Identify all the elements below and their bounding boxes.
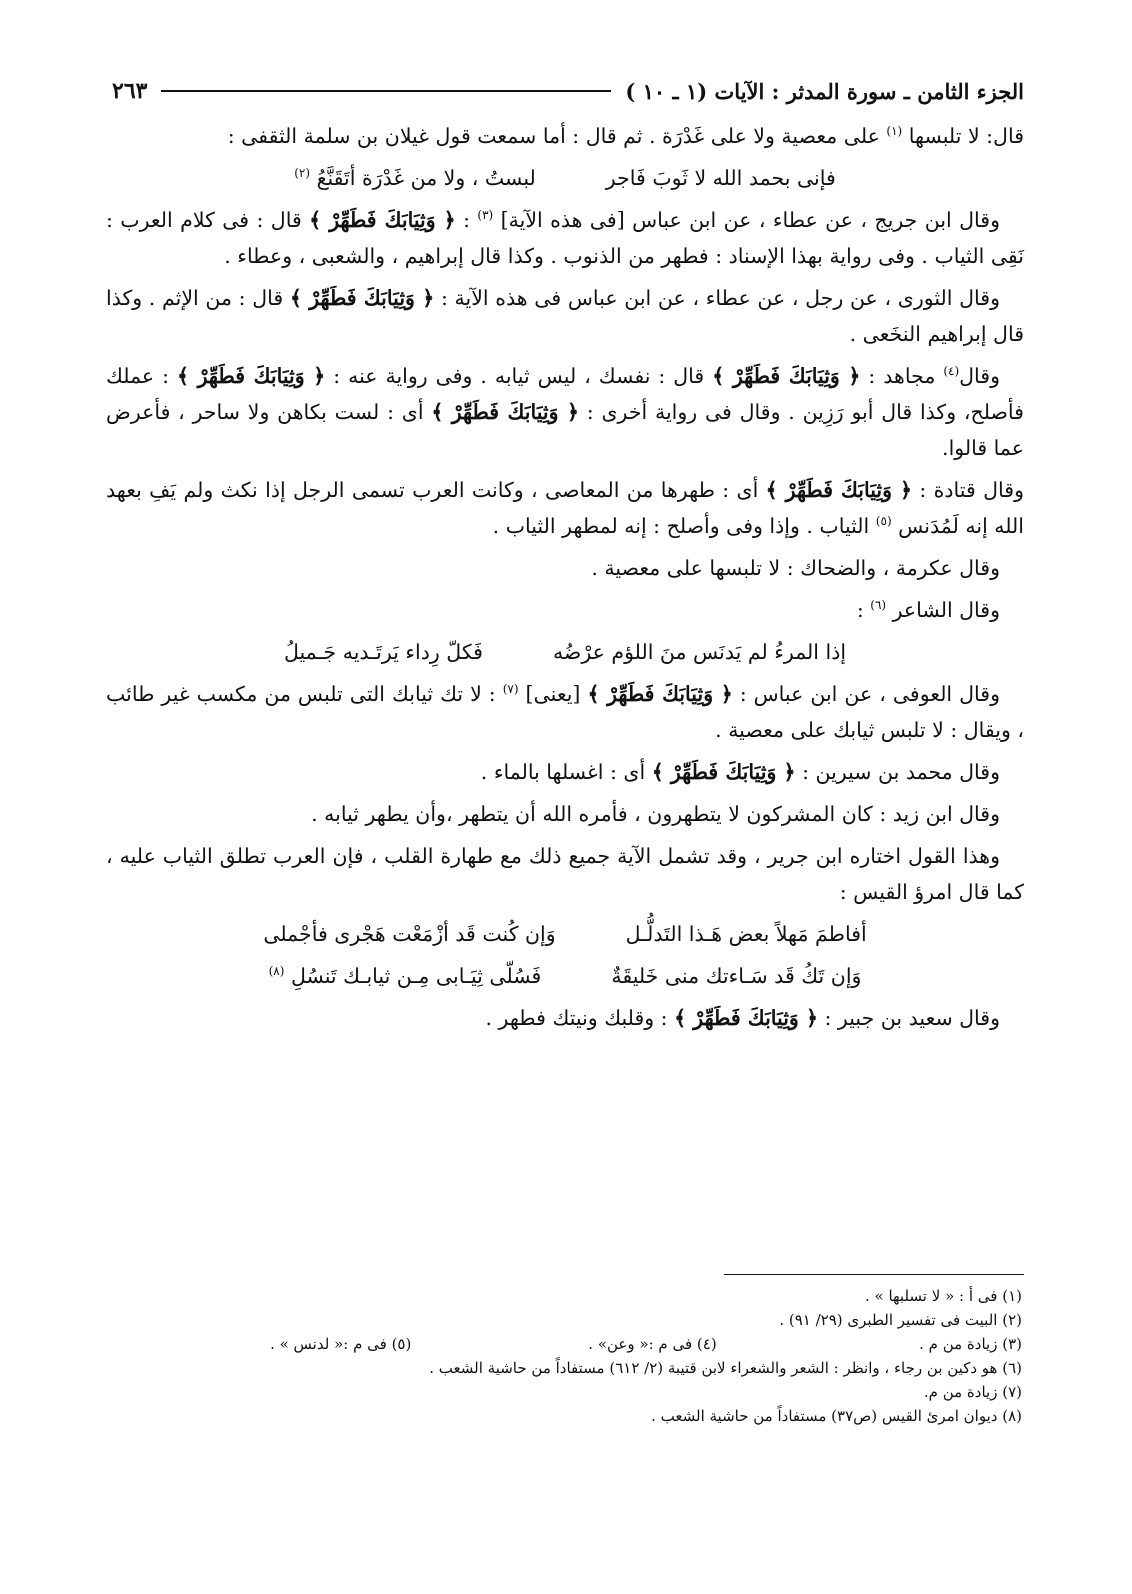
- verse-hemistich: فَكلّ رِداء يَرتَـديه جَـميلُ: [283, 640, 483, 664]
- paragraph-3: [106, 280, 1024, 352]
- text: وقال العوفى ، عن ابن عباس :: [739, 682, 1000, 706]
- text: وهذا القول اختاره ابن جرير ، وقد تشمل الآية جميع ذلك مع طهارة القلب ، فإن العرب تطلق الثياب عليه ، كما قال امرؤ القيس :: [106, 844, 1024, 904]
- footnote-4: (٤) فى م :« وعن» .: [588, 1335, 717, 1353]
- text: وقال ابن زيد : كان المشركون لا يتطهرون ، فأمره الله أن يتطهر ،وأن يطهر ثيابه .: [311, 802, 1000, 826]
- quran-quote: ﴿ وَثِيَابَكَ فَطَهِّرْ ﴾: [765, 478, 913, 502]
- text: وقال ابن جريج ، عن عطاء ، عن ابن عباس [فى هذه الآية]: [500, 208, 1000, 232]
- verse-hemistich: إذا المرءُ لم يَدنَس منَ اللؤم عرْضُه: [552, 640, 847, 664]
- quran-quote: ﴿ وَثِيَابَكَ فَطَهِّرْ ﴾: [431, 400, 579, 424]
- footnote-2: (٢) البيت فى تفسير الطبرى (٢٩/ ٩١) .: [779, 1311, 1022, 1329]
- footnote-ref: (٢): [294, 166, 311, 181]
- quran-quote: ﴿ وَثِيَابَكَ فَطَهِّرْ ﴾: [651, 760, 796, 784]
- footnote-ref: (٤): [943, 364, 960, 379]
- text: وقال: [959, 364, 1000, 388]
- paragraph-7: [106, 592, 1024, 628]
- verse-1: [106, 160, 1024, 196]
- header-title: الجزء الثامن ـ سورة المدثر : الآيات (١ ـ ١٠ ): [625, 78, 1024, 104]
- footnote-ref: (١): [886, 124, 903, 139]
- footnote-separator: [724, 1274, 1024, 1275]
- text: مجاهد :: [868, 364, 936, 388]
- text: : وقلبك ونيتك فطهر .: [485, 1006, 668, 1030]
- verse-hemistich: [606, 160, 836, 196]
- quran-quote: ﴿ وَثِيَابَكَ فَطَهِّرْ ﴾: [177, 364, 326, 388]
- verse-hemistich: وَإن تَكُ قَد سَـاءتك منى خَليقَةٌ: [611, 964, 862, 988]
- paragraph-12: [106, 1000, 1024, 1036]
- text: لبستُ ، ولا من غَدْرَة أتَقَنَّعُ: [316, 166, 536, 190]
- text: أى : اغسلها بالماء .: [480, 760, 646, 784]
- text: الثياب . وإذا وفى وأصلح : إنه لمطهر الثياب .: [492, 514, 870, 538]
- verse-hemistich: [269, 958, 542, 994]
- footnote-3: (٣) زيادة من م .: [919, 1335, 1022, 1353]
- quran-quote: ﴿ وَثِيَابَكَ فَطَهِّرْ ﴾: [309, 208, 456, 232]
- paragraph-5: [106, 472, 1024, 544]
- text: قال : نفسك ، ليس ثيابه . وفى رواية عنه :: [333, 364, 705, 388]
- text: : عملك فأصلح، وكذا قال أبو رَزِين . وقال فى رواية أخرى :: [106, 364, 1024, 424]
- paragraph-1: [106, 118, 1024, 154]
- verse-3: [106, 916, 1024, 952]
- text: وقال قتادة :: [919, 478, 1024, 502]
- text: فَسُلّى ثِيَـابى مِـن ثيابـك تَنسُلِ: [290, 964, 542, 988]
- footnote-ref: (٥): [875, 514, 892, 529]
- footnote-7: (٧) زيادة من م.: [923, 1383, 1022, 1401]
- paragraph-11: [106, 838, 1024, 910]
- header-rule: [161, 90, 611, 92]
- text: وقال سعيد بن جبير :: [824, 1006, 1000, 1030]
- text: قال: لا تلبسها: [908, 124, 1024, 148]
- paragraph-2: [106, 202, 1024, 274]
- text: [يعنى]: [525, 682, 581, 706]
- verse-hemistich: [294, 160, 536, 196]
- quran-quote: ﴿ وَثِيَابَكَ فَطَهِّرْ ﴾: [712, 364, 861, 388]
- main-text: [106, 118, 1024, 1042]
- footnote-8: (٨) ديوان امرئ القيس (ص٣٧) مستفاداً من حاشية الشعب .: [651, 1407, 1022, 1425]
- text: قال : فى كلام العرب : نَقِى الثياب . وفى رواية بهذا الإسناد : فطهر من الذنوب . وكذا قال إبراهيم ، والشعبى ، وعطاء .: [106, 208, 1024, 268]
- paragraph-4: [106, 358, 1024, 466]
- verse-hemistich: أفاطمَ مَهلاً بعض هَـذا التَدلُّـل: [625, 922, 867, 946]
- footnote-1: (١) فى أ : « لا تسلبها » .: [864, 1287, 1022, 1305]
- footnote-ref: (٧): [502, 682, 519, 697]
- quran-quote: ﴿ وَثِيَابَكَ فَطَهِّرْ ﴾: [289, 286, 435, 310]
- paragraph-9: [106, 754, 1024, 790]
- footnotes: [106, 1284, 1022, 1428]
- text: : لا تك ثيابك التى تلبس من مكسب غير طائب ، ويقال : لا تلبس ثيابك على معصية .: [106, 682, 1024, 742]
- footnote-ref: (٨): [268, 964, 285, 979]
- text: أى : طهرها من المعاصى ، وكانت العرب تسمى الرجل إذا نكث ولم يَفِ بعهد الله إنه لَمُدَنس: [106, 478, 1024, 538]
- footnote-5: (٥) فى م :« لدنس » .: [270, 1335, 412, 1353]
- paragraph-6: [106, 550, 1024, 586]
- quran-quote: ﴿ وَثِيَابَكَ فَطَهِّرْ ﴾: [587, 682, 733, 706]
- running-header: [112, 74, 1024, 108]
- text: فإنى بحمد الله لا ثَوبَ فَاجر: [605, 166, 836, 190]
- text: على معصية ولا على غَدْرَة . ثم قال : أما سمعت قول غيلان بن سلمة الثقفى :: [227, 124, 880, 148]
- page-number: ٢٦٣: [112, 78, 148, 104]
- text: وقال محمد بن سيرين :: [802, 760, 1000, 784]
- paragraph-8: [106, 676, 1024, 748]
- footnote-row: [106, 1332, 1022, 1356]
- verse-2: [106, 634, 1024, 670]
- text: وقال عكرمة ، والضحاك : لا تلبسها على معصية .: [591, 556, 1000, 580]
- text: أى : لست بكاهن ولا ساحر ، فأعرض عما قالوا.: [106, 400, 1024, 460]
- text: قال : من الإثم . وكذا قال إبراهيم النخَعى .: [106, 286, 1024, 346]
- footnote-ref: (٦): [870, 598, 887, 613]
- quran-quote: ﴿ وَثِيَابَكَ فَطَهِّرْ ﴾: [674, 1006, 818, 1030]
- footnote-6: (٦) هو دكين بن رجاء ، وانظر : الشعر والشعراء لابن قتيبة (٢/ ٦١٢) مستفاداً من حاشية الشعب .: [429, 1359, 1022, 1377]
- verse-4: [106, 958, 1024, 994]
- text: وقال الثورى ، عن رجل ، عن عطاء ، عن ابن عباس فى هذه الآية :: [440, 286, 1000, 310]
- text: :: [856, 598, 864, 622]
- text: :: [463, 208, 470, 232]
- footnote-ref: (٣): [477, 208, 494, 223]
- paragraph-10: [106, 796, 1024, 832]
- text: وقال الشاعر: [892, 598, 1000, 622]
- verse-hemistich: وَإن كُنت قَد أزْمَعْت هَجْرى فأجْملى: [263, 922, 556, 946]
